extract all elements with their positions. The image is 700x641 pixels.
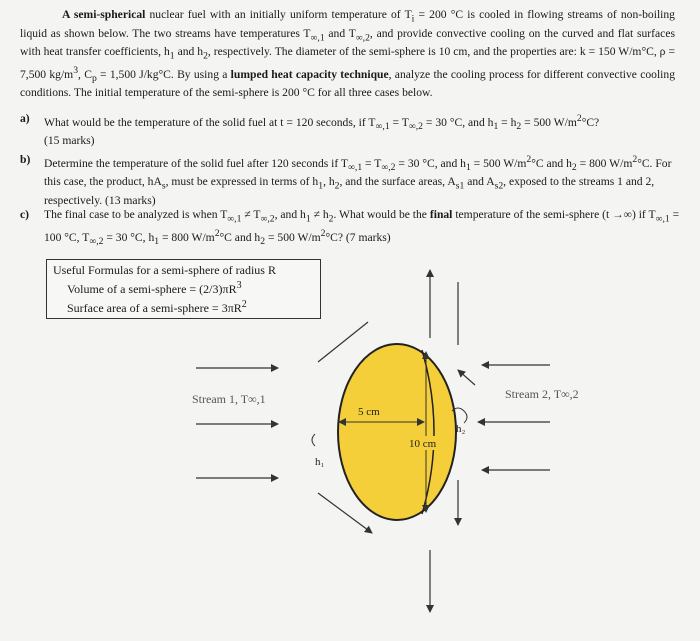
formula-volume: Volume of a semi-sphere = $(2/3)\pi R^3$ [67,280,242,296]
formula-area: Surface area of a semi-sphere = $3\pi R^2$ [67,299,247,315]
question-c-text: The final case to be analyzed is when $T_{\infty,1} \ne T_{\infty,2}$, and $h_1 \ne h_2$. What would be the final temperature of the semi-sphere (t →∞) if $T_{\infty,1} = 100$ °C, $T_{\infty,2} = 30$ °C, $h_1 = 800$ $W/m^2^\circ C$ and $h_2 = 500$ $W/m^2^\circ C$? (7 marks) [44,208,680,247]
h1-indicator [312,434,325,468]
stream-2-label: Stream 2, T∞,2 [505,387,579,401]
radius-label: 5 cm [358,406,380,418]
stream-1-label: Stream 1, T∞,1 [192,392,266,406]
problem-intro: A semi-spherical nuclear fuel with an initially uniform temperature of $T_i = 200$ °C is cooled in flowing streams of non-boiling liquid as shown below. The two streams have temperatures $T_{\infty,1}$ and $T_{\infty,2}$, and provide convective cooling on the curved and flat surfaces with heat transfer coefficients, $h_1$ and $h_2$, respectively. The diameter of the semi-sphere is 10 cm, and the properties are: k = 150 W/m°C, ρ = 7,500 $kg/m^3$, $C_p = 1,500$ J/kg°C. By using a lumped heat capacity technique, analyze the cooling process for different convective cooling conditions. The initial temperature of the semi-sphere is 200 °C for all three cases below. [20,8,675,99]
h1-label: h₁ [315,456,325,468]
diameter-label: 10 cm [409,438,437,450]
question-b-text: Determine the temperature of the solid fuel after 120 seconds if $T_{\infty,1} = T_{\infty,2} = 30$ °C, and $h_1 = 500$ $W/m^2^\circ C$ and $h_2 = 800$ $W/m^2^\circ C$. For this case, the product, $hA_s$, must be expressed in terms of $h_1$, $h_2$, and the surface areas, $A_{s1}$ and $A_{s2}$, exposed to the streams 1 and 2, respectively. (13 marks) [44,154,672,207]
stream-2-arrows [458,282,550,525]
question-c-label: c) [20,208,30,221]
semi-sphere-fuel [338,344,456,520]
formula-title: Useful Formulas for a semi-sphere of radius R [53,263,276,277]
question-a-text: What would be the temperature of the solid fuel at t = 120 seconds, if $T_{\infty,1} = T_{\infty,2} = 30$ °C, and $h_1 = h_2 = 500$ $W/m^2^\circ C$? (15 marks) [44,113,600,148]
question-b-label: b) [20,153,31,166]
h2-label: h₂ [456,423,466,435]
question-a-label: a) [20,112,30,125]
